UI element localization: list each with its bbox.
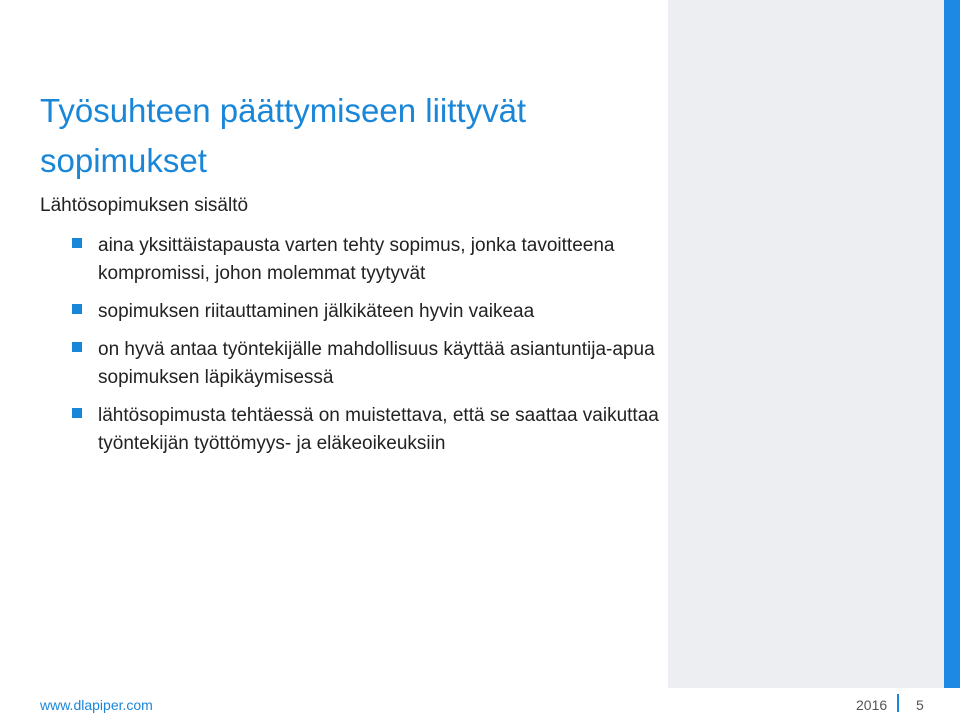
slide-subtitle: Lähtösopimuksen sisältö [40, 195, 249, 216]
bullet-item [72, 336, 662, 392]
accent-bar [944, 0, 960, 688]
side-panel [668, 0, 944, 688]
bullet-item [72, 298, 662, 326]
bullet-item [72, 402, 662, 458]
page-number: 5 [916, 697, 924, 713]
square-bullet-icon [72, 408, 82, 418]
bullet-text: on hyvä antaa työntekijälle mahdollisuus käyttää asiantuntija-apua sopimuksen läpikäymisessä [98, 339, 655, 388]
bullet-text: sopimuksen riitauttaminen jälkikäteen hyvin vaikeaa [98, 301, 535, 322]
footer-divider [897, 694, 899, 712]
slide-title: Työsuhteen päättymiseen liittyvät sopimukset [40, 92, 527, 179]
bullet-item [72, 232, 662, 288]
bullet-text: aina yksittäistapausta varten tehty sopimus, jonka tavoitteena kompromissi, johon molemmat tyytyvät [98, 235, 615, 284]
square-bullet-icon [72, 238, 82, 248]
square-bullet-icon [72, 342, 82, 352]
square-bullet-icon [72, 304, 82, 314]
footer-website-link[interactable]: www.dlapiper.com [40, 697, 153, 713]
bullet-text: lähtösopimusta tehtäessä on muistettava, että se saattaa vaikuttaa työntekijän työttömyys- ja eläkeoikeuksiin [98, 405, 659, 454]
footer-year: 2016 [856, 697, 888, 713]
bullet-list [72, 232, 662, 468]
